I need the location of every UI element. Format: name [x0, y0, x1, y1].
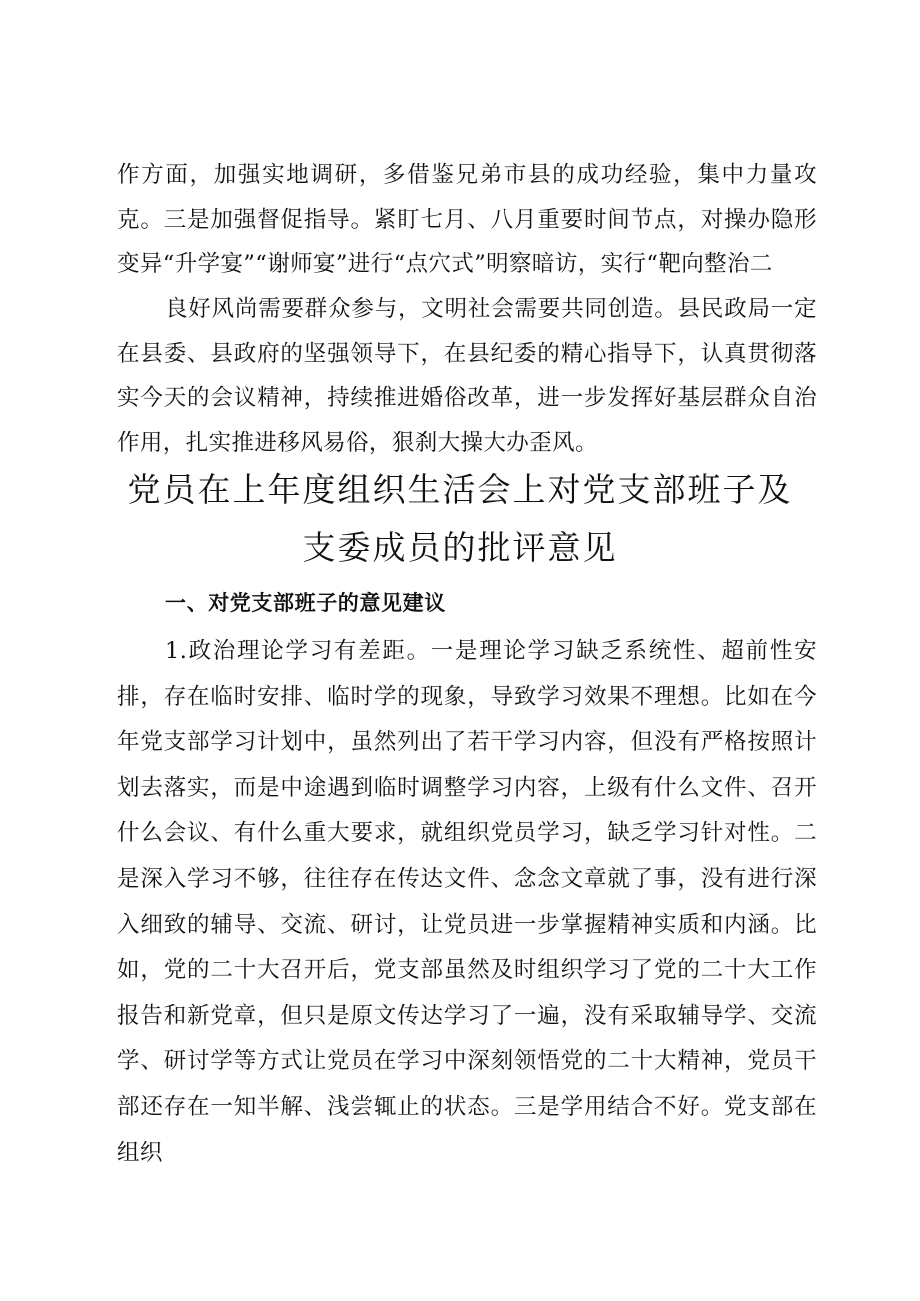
- document-title-line-2: 支委成员的批评意见: [302, 528, 618, 567]
- body-paragraph-3: 1.政治理论学习有差距。一是理论学习缺乏系统性、超前性安排，存在临时安排、临时学的现象，导致学习效果不理想。比如在今年党支部学习计划中，虽然列出了若干学习内容，但没有严格按照计划去落实，而是中途遇到临时调整学习内容，上级有什么文件、召开什么会议、有什么重大要求，就组织党员学习，缺乏学习针对性。二是深入学习不够，往往存在传达文件、念念文章就了事，没有进行深入细致的辅导、交流、研讨，让党员进一步掌握精神实质和内涵。比如，党的二十大召开后，党支部虽然及时组织学习了党的二十大工作报告和新党章，但只是原文传达学习了一遍，没有采取辅导学、交流学、研讨学等方式让党员在学习中深刻领悟党的二十大精神，党员干部还存在一知半解、浅尝辄止的状态。三是学用结合不好。党支部在组织: [117, 638, 817, 1166]
- body-paragraph-2: 良好风尚需要群众参与，文明社会需要共同创造。县民政局一定在县委、县政府的坚强领导下，在县纪委的精心指导下，认真贯彻落实今天的会议精神，持续推进婚俗改革，进一步发挥好基层群众自治作用，扎实推进移风易俗，狠刹大操大办歪风。: [117, 296, 817, 456]
- document-title-line-1: 党员在上年度组织生活会上对党支部班子及: [127, 470, 793, 509]
- section-heading: 一、对党支部班子的意见建议: [165, 590, 446, 615]
- body-paragraph-1: 作方面，加强实地调研，多借鉴兄弟市县的成功经验，集中力量攻克。三是加强督促指导。紧盯七月、八月重要时间节点，对操办隐形变异“升学宴”“谢师宴”进行“点穴式”明察暗访，实行“靶向整治二: [117, 162, 817, 277]
